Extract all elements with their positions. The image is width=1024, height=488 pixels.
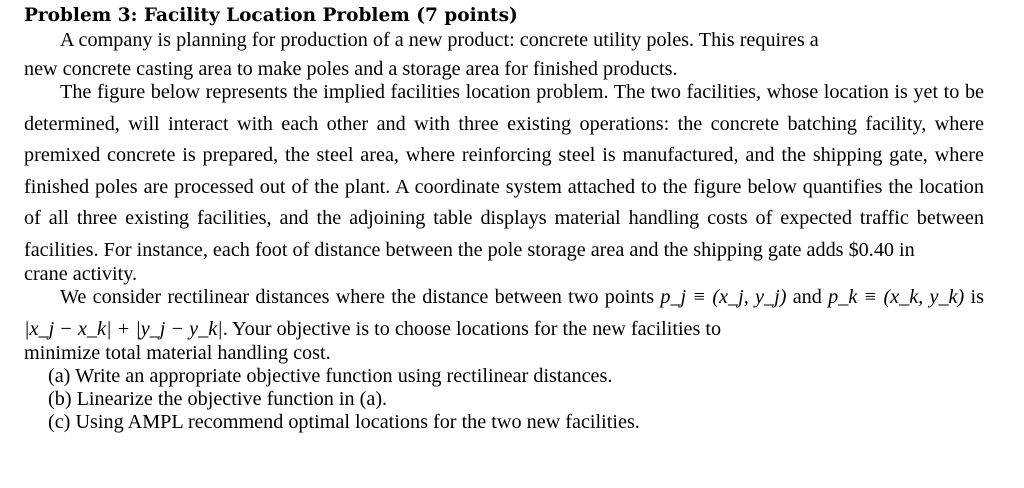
- math-rectilinear-distance: |x_j − x_k| + |y_j − y_k|: [24, 317, 223, 340]
- paragraph-3-text-c: is: [964, 286, 984, 308]
- paragraph-3: [24, 282, 984, 345]
- paragraph-3-text-a: We consider rectilinear distances where the distance between two points: [60, 286, 661, 308]
- paragraph-2-end: crane activity.: [24, 263, 138, 285]
- math-point-pk: p_k ≡ (x_k, y_k): [828, 286, 965, 308]
- subquestion-b: (b) Linearize the objective function in (a).: [48, 388, 388, 410]
- paragraph-3-text-b: and: [786, 286, 822, 308]
- paragraph-3-end: minimize total material handling cost.: [24, 342, 331, 364]
- paragraph-1-line-2: new concrete casting area to make poles and a storage area for finished products.: [24, 58, 678, 80]
- paragraph-3-text-d: . Your objective is to choose locations for the new facilities to: [222, 317, 722, 340]
- math-point-pj: p_j ≡ (x_j, y_j): [660, 286, 787, 308]
- problem-page: [24, 4, 984, 434]
- subquestion-list: [48, 365, 984, 434]
- subquestion-a: (a) Write an appropriate objective function using rectilinear distances.: [48, 365, 613, 387]
- paragraph-1-line-1: A company is planning for production of a new product: concrete utility poles. This requires a: [60, 29, 819, 51]
- problem-title: Problem 3: Facility Location Problem (7 points): [24, 5, 518, 26]
- paragraph-2: The figure below represents the implied facilities location problem. The two facilities, whose location is yet to be determined, will interact with each other and with three existing operations: the concrete batching facility, where premixed concrete is prepared, the steel area, where reinforcing steel is manufactured, and the shipping gate, where finished poles are processed out of the plant. A coordinate system attached to the figure below quantifies the location of all three existing facilities, and the adjoining table displays material handling costs of expected traffic between facilities. For instance, each foot of distance between the pole storage area and the shipping gate adds $0.40 in: [24, 81, 984, 261]
- subquestion-c: (c) Using AMPL recommend optimal locations for the two new facilities.: [48, 411, 640, 433]
